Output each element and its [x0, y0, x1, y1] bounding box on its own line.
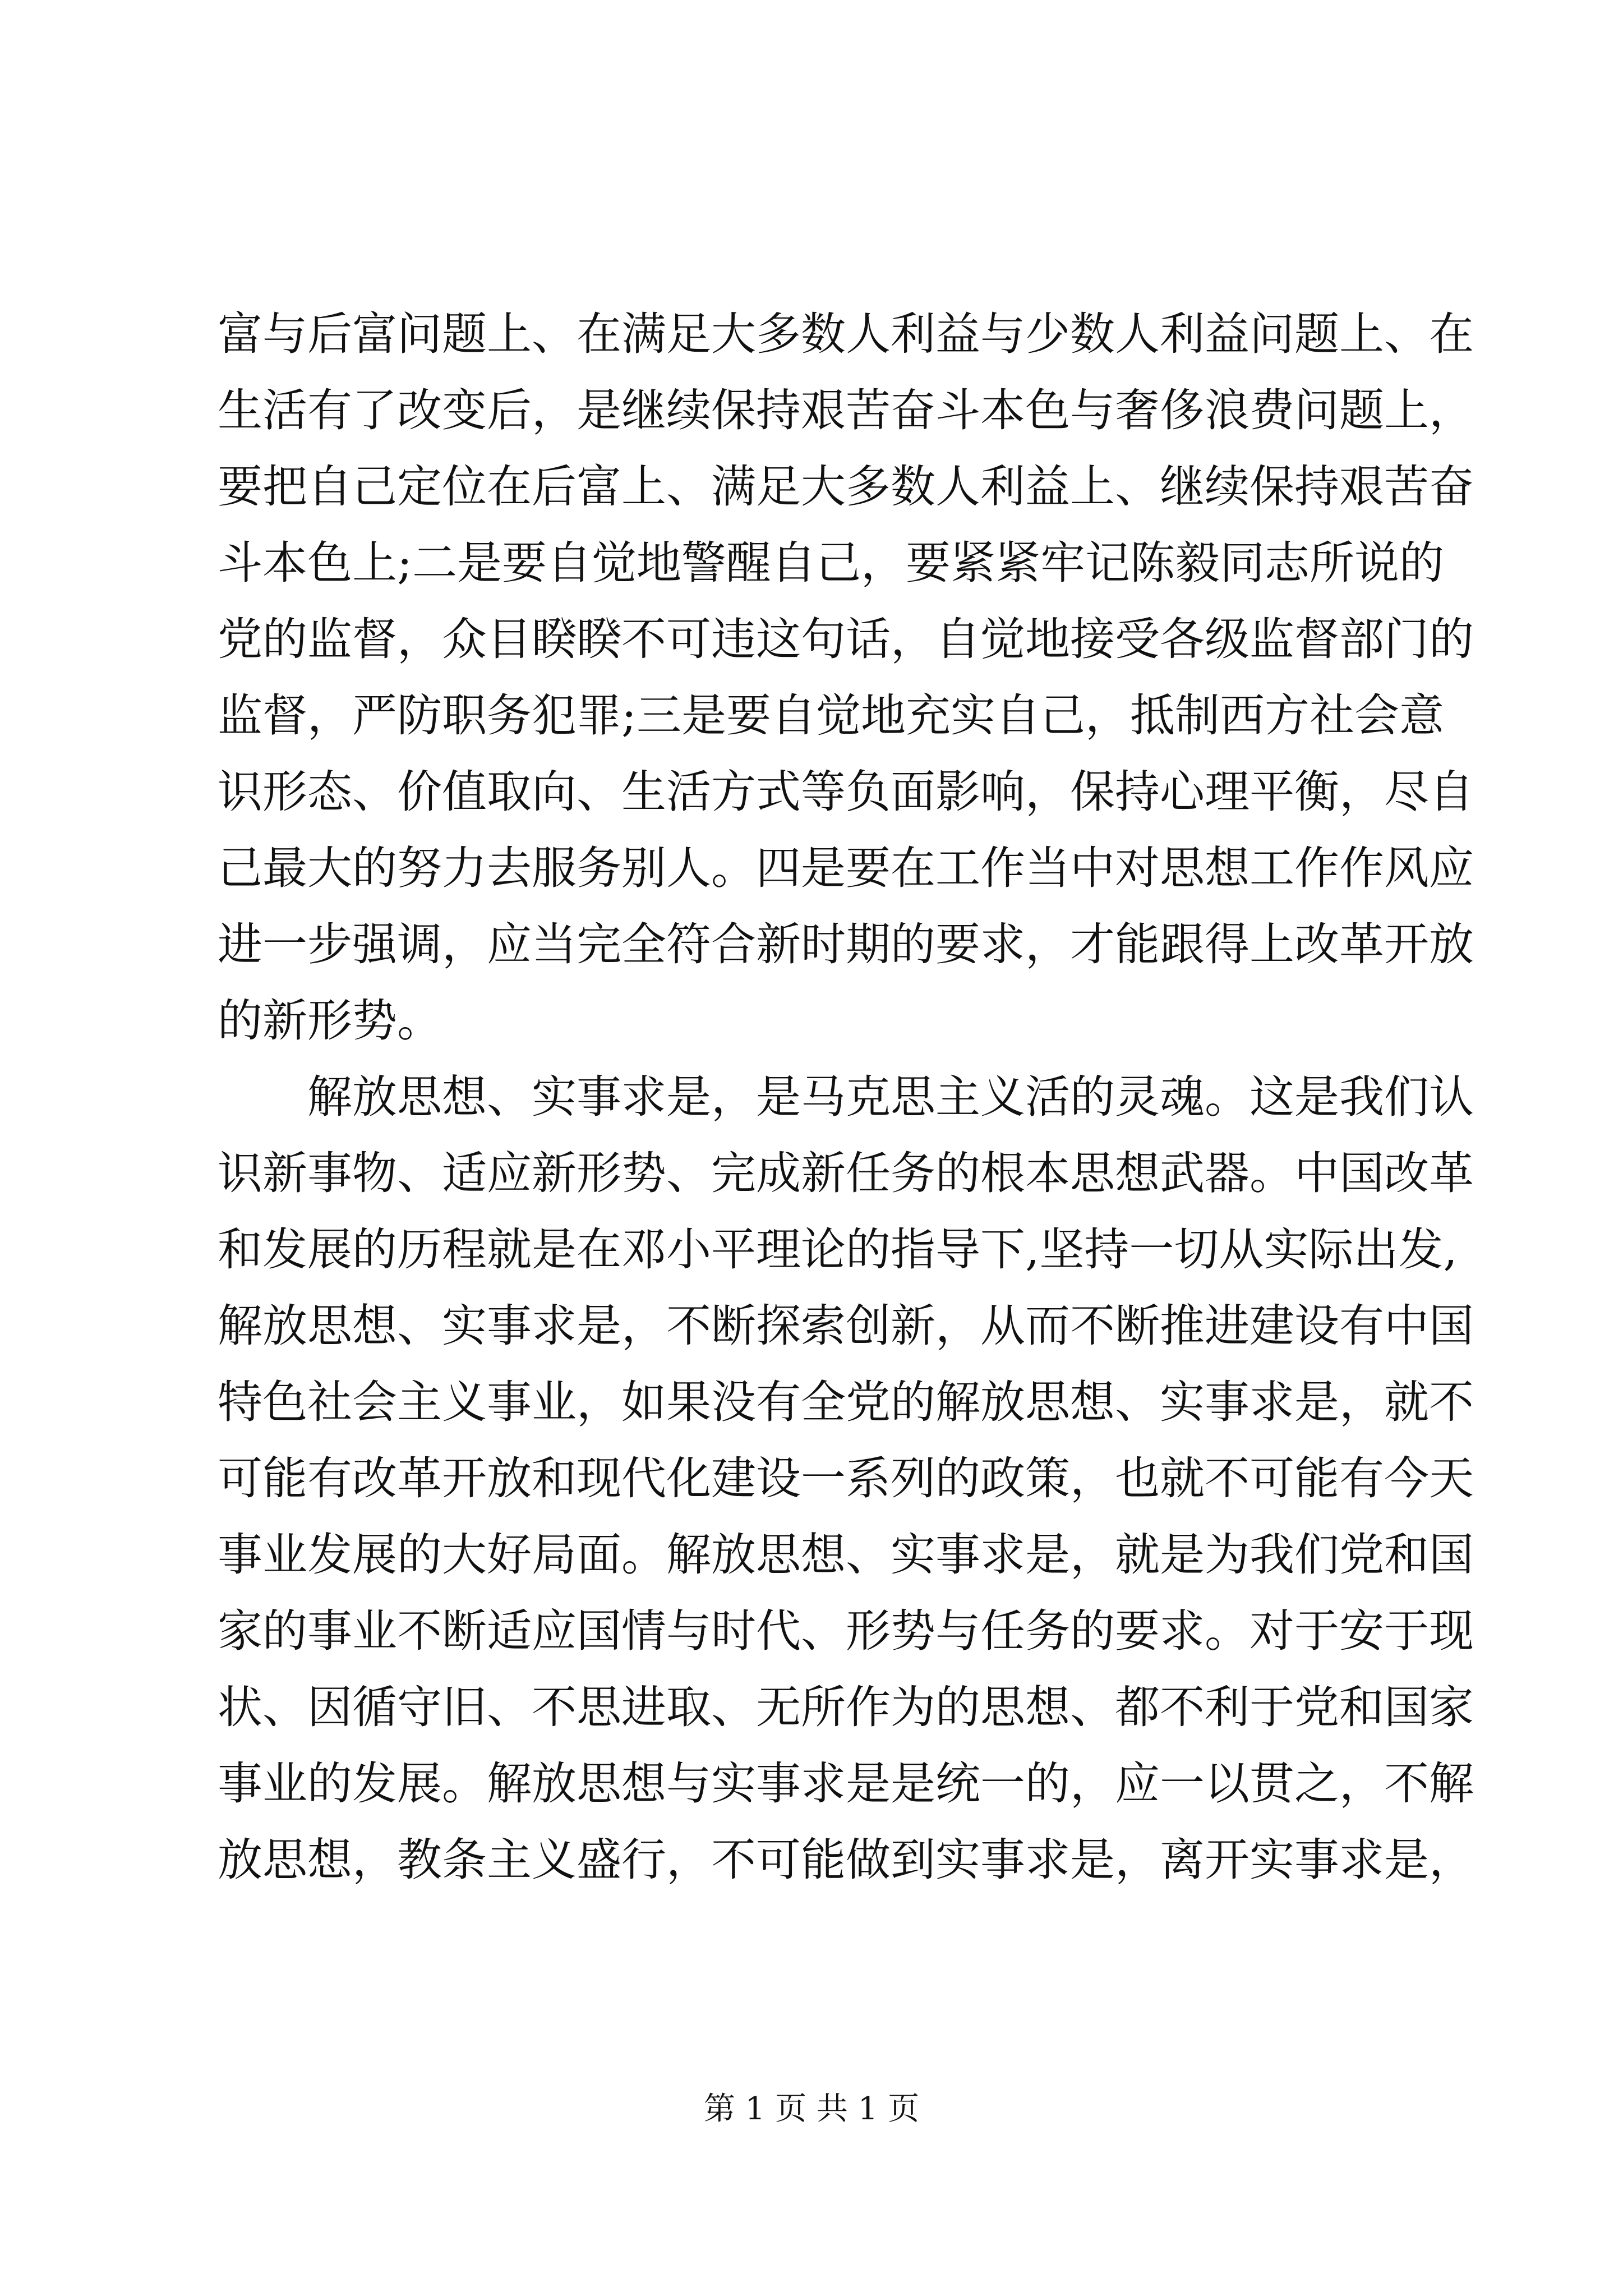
text-line: 己最大的努力去服务别人。四是要在工作当中对思想工作作风应	[218, 842, 1474, 894]
text-line: 和发展的历程就是在邓小平理论的指导下,坚持一切从实际出发,	[218, 1223, 1458, 1276]
text-line: 事业的发展。解放思想与实事求是是统一的，应一以贯之，不解	[218, 1757, 1474, 1810]
text-line: 放思想，教条主义盛行，不可能做到实事求是，离开实事求是，	[218, 1834, 1474, 1886]
text-line: 党的监督，众目睽睽不可违这句话，自觉地接受各级监督部门的	[218, 613, 1474, 665]
text-line: 解放思想、实事求是，是马克思主义活的灵魂。这是我们认	[307, 1071, 1474, 1123]
text-line: 事业发展的大好局面。解放思想、实事求是，就是为我们党和国	[218, 1529, 1474, 1581]
text-line: 特色社会主义事业，如果没有全党的解放思想、实事求是，就不	[218, 1376, 1474, 1428]
text-line: 的新形势。	[218, 995, 442, 1047]
paragraph-2	[218, 1059, 1474, 1898]
page-footer: 第 1 页 共 1 页	[703, 2091, 920, 2127]
text-line: 识新事物、适应新形势、完成新任务的根本思想武器。中国改革	[218, 1147, 1474, 1199]
text-line: 监督，严防职务犯罪;三是要自觉地充实自己，抵制西方社会意	[218, 689, 1444, 742]
document-body	[218, 296, 1474, 1898]
text-line: 可能有改革开放和现代化建设一系列的政策，也就不可能有今天	[218, 1452, 1474, 1504]
text-line: 要把自己定位在后富上、满足大多数人利益上、继续保持艰苦奋	[218, 461, 1474, 513]
text-line: 状、因循守旧、不思进取、无所作为的思想、都不利于党和国家	[218, 1681, 1474, 1733]
text-line: 家的事业不断适应国情与时代、形势与任务的要求。对于安于现	[218, 1605, 1474, 1657]
text-line: 识形态、价值取向、生活方式等负面影响，保持心理平衡，尽自	[218, 766, 1474, 818]
text-line: 解放思想、实事求是，不断探索创新，从而不断推进建设有中国	[218, 1300, 1474, 1352]
text-line: 斗本色上;二是要自觉地警醒自己，要紧紧牢记陈毅同志所说的	[218, 537, 1444, 589]
text-line: 进一步强调，应当完全符合新时期的要求，才能跟得上改革开放	[218, 918, 1474, 970]
paragraph-1	[218, 296, 1474, 1059]
text-line: 生活有了改变后，是继续保持艰苦奋斗本色与奢侈浪费问题上，	[218, 384, 1474, 436]
text-line: 富与后富问题上、在满足大多数人利益与少数人利益问题上、在	[218, 308, 1474, 360]
